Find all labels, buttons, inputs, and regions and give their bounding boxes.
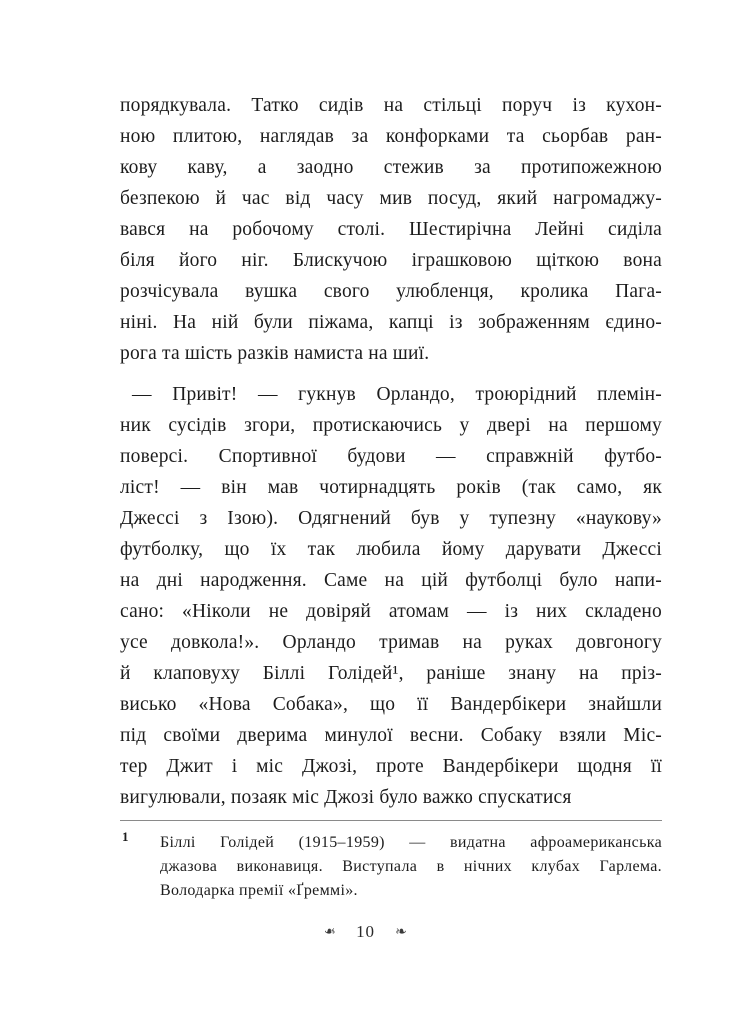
footnote-lines [160, 831, 662, 903]
text-line: Володарка премії «Ґреммі». [160, 882, 358, 899]
text-line: сано: «Ніколи не довіряй атомам — із них складено [120, 601, 662, 622]
text-line: усе довкола!». Орландо тримав на руках довгоногу [120, 632, 662, 653]
text-line: на дні народження. Саме на цій футболці було напи- [120, 570, 662, 591]
paragraph [120, 90, 662, 369]
text-line: — Привіт! — гукнув Орландо, троюрідний племін- [132, 384, 662, 405]
text-line: вигулювали, позаяк міс Джозі було важко спускатися [120, 787, 572, 808]
floral-ornament-left-icon: ❧ [324, 925, 336, 940]
text-line: ніні. На ній були піжама, капці із зображенням єдино- [120, 312, 662, 333]
text-line: Біллі Голідей (1915–1959) — видатна афроамериканська [160, 834, 662, 851]
page-number: 10 [356, 922, 375, 941]
text-line: порядкувала. Татко сидів на стільці поруч із кухон- [120, 95, 662, 116]
page-footer [0, 922, 731, 942]
text-line: розчісувала вушка свого улюбленця, кролика Пага- [120, 281, 662, 302]
text-line: ною плитою, наглядав за конфорками та сьорбав ран- [120, 126, 662, 147]
footnote-section [120, 820, 662, 903]
text-line: й клаповуху Біллі Голідей¹, раніше знану на пріз- [120, 663, 662, 684]
text-line: джазова виконавиця. Виступала в нічних клубах Гарлема. [160, 858, 662, 875]
paragraph [120, 379, 662, 813]
text-line: ник сусідів згори, протискаючись у двері на першому [120, 415, 662, 436]
text-line: висько «Нова Собака», що її Вандербікери знайшли [120, 694, 662, 715]
text-line: тер Джит і міс Джозі, проте Вандербікери щодня її [120, 756, 662, 777]
text-line: Джессі з Ізою). Одягнений був у тупезну «наукову» [120, 508, 662, 529]
text-line: рога та шість разків намиста на шиї. [120, 343, 430, 364]
text-line: вався на робочому столі. Шестирічна Лейні сиділа [120, 219, 662, 240]
text-line: біля його ніг. Блискучою іграшковою щіткою вона [120, 250, 662, 271]
text-line: футболку, що їх так любила йому дарувати Джессі [120, 539, 662, 560]
floral-ornament-right-icon: ❧ [395, 925, 407, 940]
text-line: поверсі. Спортивної будови — справжній футбо- [120, 446, 662, 467]
footnote [120, 831, 662, 903]
text-line: кову каву, а заодно стежив за протипожежною [120, 157, 662, 178]
page-text [120, 90, 662, 813]
text-line: безпекою й час від часу мив посуд, який нагромаджу- [120, 188, 662, 209]
footnote-marker: 1 [122, 829, 129, 844]
text-line: під своїми дверима минулої весни. Собаку взяли Міс- [120, 725, 662, 746]
text-line: ліст! — він мав чотирнадцять років (так само, як [120, 477, 662, 498]
